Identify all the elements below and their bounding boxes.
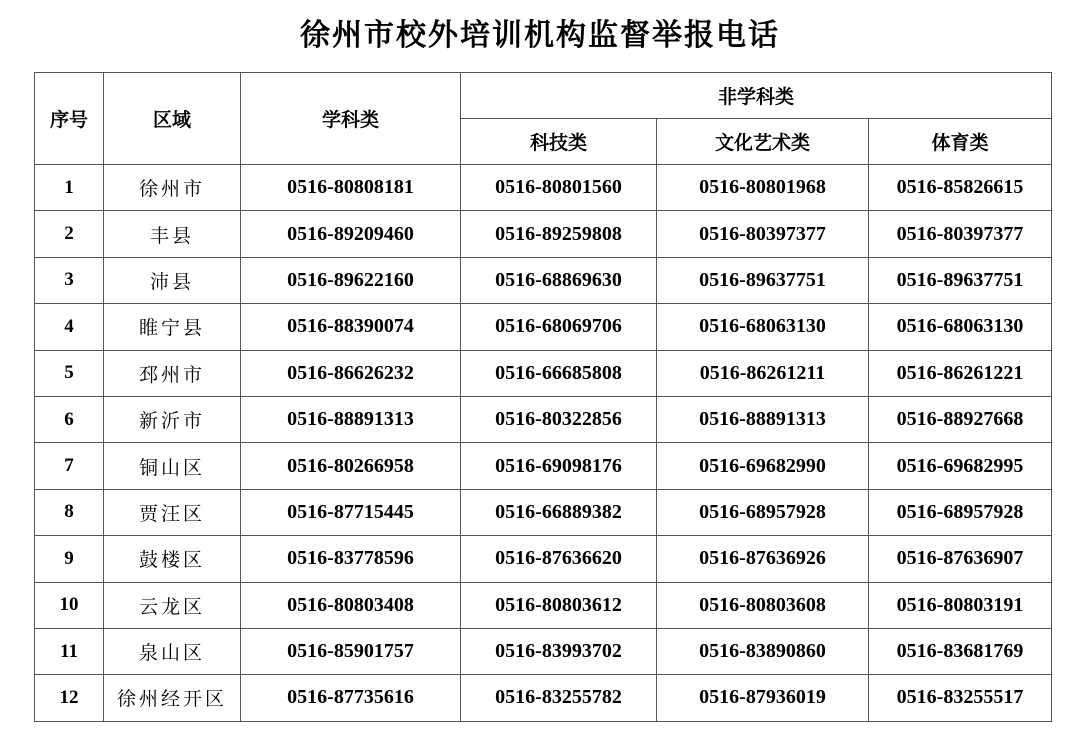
header-sports: 体育类 xyxy=(869,119,1052,165)
cell-culture-art-phone: 0516-68063130 xyxy=(657,304,869,350)
cell-culture-art-phone: 0516-87636926 xyxy=(657,536,869,582)
cell-sports-phone: 0516-88927668 xyxy=(869,396,1052,442)
table-row xyxy=(35,675,1052,721)
cell-academic-phone: 0516-87735616 xyxy=(241,675,461,721)
cell-index: 4 xyxy=(35,304,104,350)
table-row xyxy=(35,396,1052,442)
cell-culture-art-phone: 0516-83890860 xyxy=(657,628,869,674)
table-row xyxy=(35,165,1052,211)
cell-culture-art-phone: 0516-88891313 xyxy=(657,396,869,442)
table-row xyxy=(35,536,1052,582)
cell-technology-phone: 0516-83993702 xyxy=(461,628,657,674)
cell-technology-phone: 0516-80803612 xyxy=(461,582,657,628)
cell-index: 5 xyxy=(35,350,104,396)
cell-sports-phone: 0516-80803191 xyxy=(869,582,1052,628)
table-header xyxy=(35,73,1052,165)
cell-sports-phone: 0516-89637751 xyxy=(869,257,1052,303)
cell-technology-phone: 0516-66685808 xyxy=(461,350,657,396)
page-title: 徐州市校外培训机构监督举报电话 xyxy=(300,18,780,53)
cell-academic-phone: 0516-83778596 xyxy=(241,536,461,582)
table-row xyxy=(35,257,1052,303)
cell-culture-art-phone: 0516-87936019 xyxy=(657,675,869,721)
cell-academic-phone: 0516-80808181 xyxy=(241,165,461,211)
cell-index: 8 xyxy=(35,489,104,535)
cell-culture-art-phone: 0516-89637751 xyxy=(657,257,869,303)
cell-technology-phone: 0516-68869630 xyxy=(461,257,657,303)
cell-technology-phone: 0516-80322856 xyxy=(461,396,657,442)
cell-index: 2 xyxy=(35,211,104,257)
table-row xyxy=(35,350,1052,396)
cell-sports-phone: 0516-86261221 xyxy=(869,350,1052,396)
cell-index: 1 xyxy=(35,165,104,211)
table-row xyxy=(35,211,1052,257)
cell-technology-phone: 0516-80801560 xyxy=(461,165,657,211)
cell-culture-art-phone: 0516-80803608 xyxy=(657,582,869,628)
cell-sports-phone: 0516-68957928 xyxy=(869,489,1052,535)
cell-sports-phone: 0516-83255517 xyxy=(869,675,1052,721)
cell-technology-phone: 0516-68069706 xyxy=(461,304,657,350)
header-culture-art: 文化艺术类 xyxy=(657,119,869,165)
cell-academic-phone: 0516-80803408 xyxy=(241,582,461,628)
cell-region: 鼓楼区 xyxy=(104,536,241,582)
cell-region: 邳州市 xyxy=(104,350,241,396)
cell-culture-art-phone: 0516-68957928 xyxy=(657,489,869,535)
cell-technology-phone: 0516-87636620 xyxy=(461,536,657,582)
cell-sports-phone: 0516-87636907 xyxy=(869,536,1052,582)
cell-index: 6 xyxy=(35,396,104,442)
cell-culture-art-phone: 0516-69682990 xyxy=(657,443,869,489)
cell-index: 9 xyxy=(35,536,104,582)
cell-region: 新沂市 xyxy=(104,396,241,442)
cell-region: 丰县 xyxy=(104,211,241,257)
cell-region: 睢宁县 xyxy=(104,304,241,350)
cell-region: 泉山区 xyxy=(104,628,241,674)
cell-region: 贾汪区 xyxy=(104,489,241,535)
table-row xyxy=(35,489,1052,535)
hotline-table xyxy=(34,72,1052,722)
table-body xyxy=(35,165,1052,722)
cell-academic-phone: 0516-88390074 xyxy=(241,304,461,350)
cell-technology-phone: 0516-83255782 xyxy=(461,675,657,721)
header-non-academic: 非学科类 xyxy=(461,73,1052,119)
table-row xyxy=(35,304,1052,350)
cell-academic-phone: 0516-87715445 xyxy=(241,489,461,535)
cell-region: 徐州经开区 xyxy=(104,675,241,721)
cell-culture-art-phone: 0516-86261211 xyxy=(657,350,869,396)
cell-academic-phone: 0516-86626232 xyxy=(241,350,461,396)
cell-index: 10 xyxy=(35,582,104,628)
cell-region: 沛县 xyxy=(104,257,241,303)
cell-culture-art-phone: 0516-80397377 xyxy=(657,211,869,257)
cell-technology-phone: 0516-89259808 xyxy=(461,211,657,257)
cell-sports-phone: 0516-80397377 xyxy=(869,211,1052,257)
cell-sports-phone: 0516-69682995 xyxy=(869,443,1052,489)
cell-region: 徐州市 xyxy=(104,165,241,211)
table-row xyxy=(35,628,1052,674)
cell-index: 11 xyxy=(35,628,104,674)
cell-sports-phone: 0516-83681769 xyxy=(869,628,1052,674)
header-index: 序号 xyxy=(35,73,104,165)
cell-academic-phone: 0516-80266958 xyxy=(241,443,461,489)
cell-technology-phone: 0516-69098176 xyxy=(461,443,657,489)
cell-region: 铜山区 xyxy=(104,443,241,489)
cell-technology-phone: 0516-66889382 xyxy=(461,489,657,535)
cell-academic-phone: 0516-88891313 xyxy=(241,396,461,442)
cell-index: 12 xyxy=(35,675,104,721)
table-row xyxy=(35,443,1052,489)
header-academic: 学科类 xyxy=(241,73,461,165)
cell-index: 7 xyxy=(35,443,104,489)
cell-culture-art-phone: 0516-80801968 xyxy=(657,165,869,211)
cell-academic-phone: 0516-85901757 xyxy=(241,628,461,674)
header-region: 区域 xyxy=(104,73,241,165)
cell-region: 云龙区 xyxy=(104,582,241,628)
cell-index: 3 xyxy=(35,257,104,303)
cell-sports-phone: 0516-68063130 xyxy=(869,304,1052,350)
cell-academic-phone: 0516-89209460 xyxy=(241,211,461,257)
table-row xyxy=(35,582,1052,628)
cell-sports-phone: 0516-85826615 xyxy=(869,165,1052,211)
cell-academic-phone: 0516-89622160 xyxy=(241,257,461,303)
header-technology: 科技类 xyxy=(461,119,657,165)
